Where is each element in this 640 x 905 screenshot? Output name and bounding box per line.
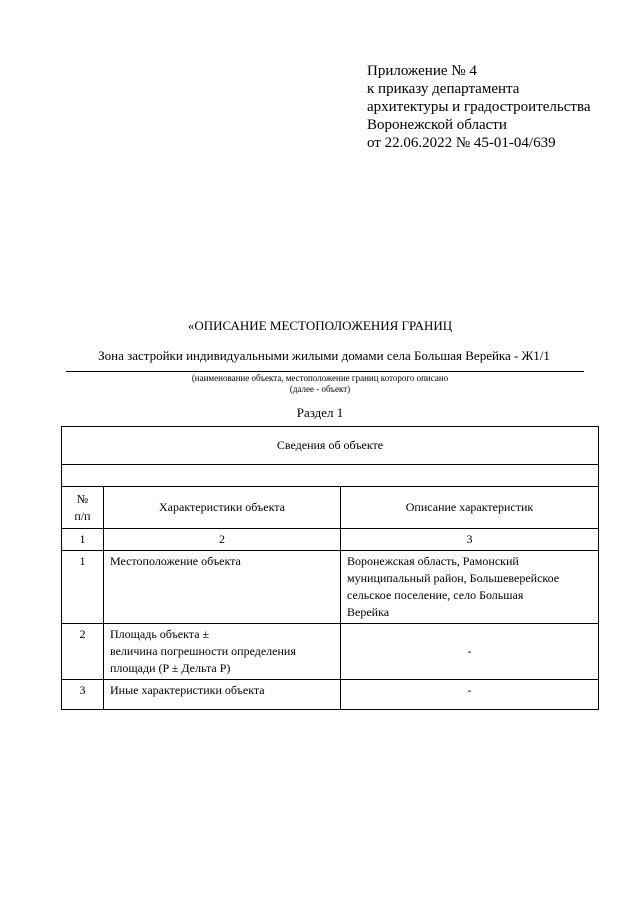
cell-line: площади (P ± Дельта P) [110,661,231,675]
document-title: «ОПИСАНИЕ МЕСТОПОЛОЖЕНИЯ ГРАНИЦ [187,318,453,333]
appendix-line: архитектуры и градостроительства [367,99,591,115]
row-num: 3 [62,680,104,710]
cell-line: Воронежская область, Рамонский [347,554,519,568]
row-characteristic [104,624,341,680]
header-num [62,487,104,529]
header-num-line: № [76,491,89,506]
cell-line: муниципальный район, Большеверейское [347,571,560,585]
row-description [341,624,599,680]
caption-line: (далее - объект) [289,384,351,394]
cell-line: - [467,683,472,697]
object-name: Зона застройки индивидуальными жилыми домами села Большая Верейка - Ж1/1 [98,348,550,363]
object-info-table [61,426,599,710]
row-characteristic [104,680,341,710]
row-characteristic [104,551,341,624]
table-heading-row [62,427,599,465]
table-empty-row [62,465,599,487]
table-row [62,624,599,680]
object-caption [0,373,640,395]
appendix-line: Приложение № 4 [367,63,477,79]
table-row [62,551,599,624]
appendix-line: к приказу департамента [367,81,520,97]
header-description: Описание характеристик [341,487,599,529]
row-num: 2 [62,624,104,680]
table-header-row [62,487,599,529]
row-num: 1 [62,551,104,624]
cell-line: сельское поселение, село Большая [347,588,524,602]
header-num-line: п/п [74,508,91,523]
cell-line: величина погрешности определения [110,644,296,658]
section-title: Раздел 1 [296,405,344,420]
appendix-line: Воронежской области [367,117,507,133]
column-number: 1 [62,529,104,551]
cell-line: Иные характеристики объекта [110,683,265,697]
column-number: 3 [341,529,599,551]
cell-line: Площадь объекта ± [110,627,210,641]
cell-line: Верейка [347,605,390,619]
underline-divider [66,371,584,372]
cell-line: Местоположение объекта [110,554,241,568]
column-number-row [62,529,599,551]
caption-line: (наименование объекта, местоположение границ которого описано [191,373,449,383]
appendix-line: от 22.06.2022 № 45-01-04/639 [367,135,556,151]
row-description [341,551,599,624]
row-description [341,680,599,710]
empty-cell [62,465,599,487]
appendix-block [367,62,590,152]
header-characteristics: Характеристики объекта [104,487,341,529]
table-row [62,680,599,710]
column-number: 2 [104,529,341,551]
table-heading: Сведения об объекте [62,427,599,465]
cell-line: - [467,644,472,658]
